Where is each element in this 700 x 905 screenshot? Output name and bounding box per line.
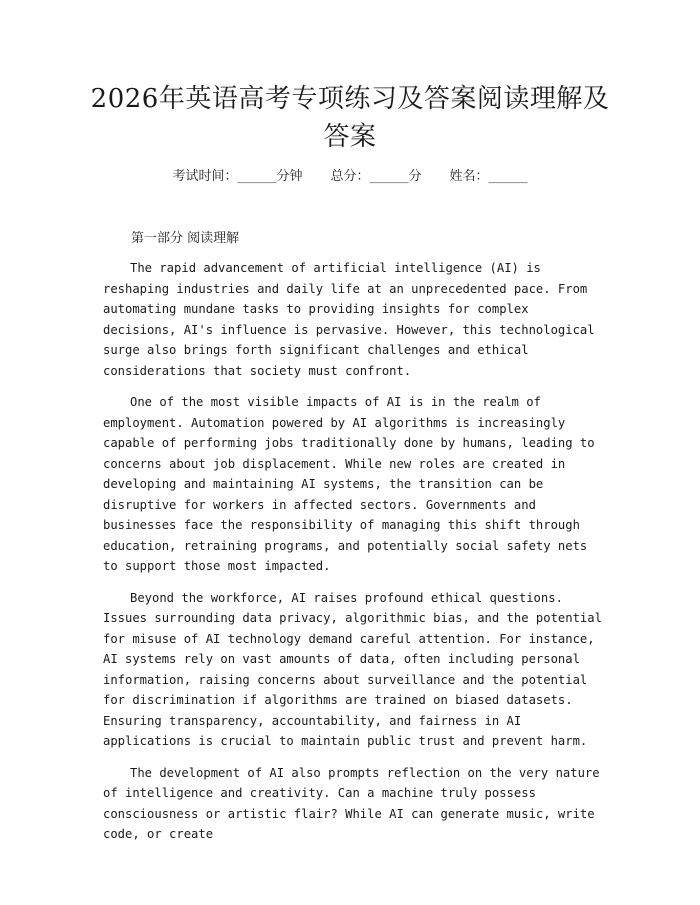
- section-heading: 第一部分 阅读理解: [131, 231, 240, 246]
- passage-paragraph-4: The development of AI also prompts reflection on the very nature of intelligence and creativity. Can a machine truly possess consciousness or artistic flair? While AI can generate music, write code, or create: [103, 765, 600, 841]
- document-title: 2026年英语高考专项练习及答案阅读理解及答案: [90, 84, 610, 152]
- reading-passage: [103, 258, 603, 856]
- passage-paragraph-3: Beyond the workforce, AI raises profound ethical questions. Issues surrounding data privacy, algorithmic bias, and the potential for misuse of AI technology demand careful attention. For instance, AI systems rely on vast amounts of data, often including personal information, raising concerns about surveillance and the potential for discrimination if algorithms are trained on biased datasets. Ensuring transparency, accountability, and fairness in AI applications is crucial to maintain public trust and prevent harm.: [103, 590, 602, 748]
- exam-info-line: [0, 167, 700, 187]
- passage-paragraph-1: The rapid advancement of artificial intelligence (AI) is reshaping industries and daily life at an unprecedented pace. From automating mundane tasks to providing insights for complex decisions, AI's influence is pervasive. However, this technological surge also brings forth significant challenges and ethical considerations that society must confront.: [103, 261, 595, 378]
- exam-time-field: 考试时间：______分钟: [172, 169, 303, 184]
- passage-paragraph-2: One of the most visible impacts of AI is in the realm of employment. Automation powered by AI algorithms is increasingly capable of performing jobs traditionally done by humans, leading to concerns about job displacement. While new roles are created in developing and maintaining AI systems, the transition can be disruptive for workers in affected sectors. Governments and businesses face the responsibility of managing this shift through education, retraining programs, and potentially social safety nets to support those most impacted.: [103, 395, 595, 573]
- student-name-field: 姓名：______: [449, 169, 528, 184]
- total-score-field: 总分：______分: [330, 169, 422, 184]
